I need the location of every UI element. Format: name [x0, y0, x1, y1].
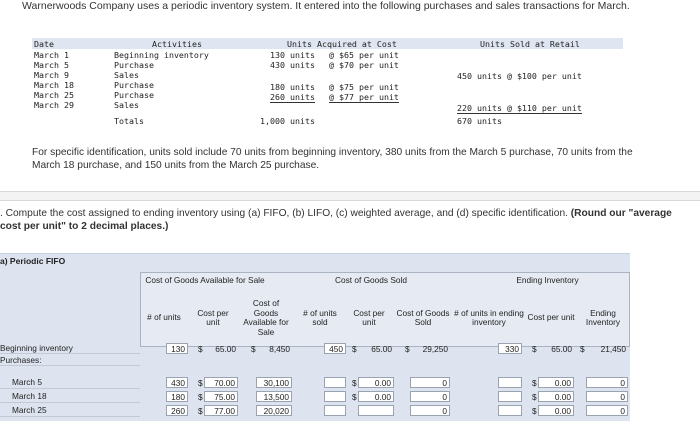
col-sold-header: Units Sold at Retail — [480, 39, 580, 49]
purchase-ending-input[interactable]: 0 — [586, 405, 628, 416]
col-cost-per-unit-sold-header: Cost per unit — [353, 307, 385, 327]
row-activity: Sales — [114, 100, 139, 110]
col-units-sold-header: # of units sold — [303, 307, 337, 327]
col-activities-header: Activities — [152, 39, 202, 49]
section-separator — [0, 191, 700, 201]
total-sold: 670 units — [457, 116, 502, 126]
beginning-cogs: 29,250 — [422, 343, 448, 354]
row-date: March 1 — [34, 50, 69, 60]
purchase-cogs-input[interactable]: 0 — [410, 405, 450, 416]
row-activity: Purchase — [114, 80, 154, 90]
row-divider — [0, 416, 140, 417]
purchase-ending-input[interactable]: 0 — [586, 391, 628, 402]
transactions-table — [32, 38, 623, 130]
row-acq-units: 260 units — [270, 92, 315, 102]
beginning-cost-per-unit: 65.00 — [215, 343, 236, 354]
purchase-units-sold-input[interactable] — [324, 391, 346, 402]
row-sold: 450 units @ $100 per unit — [457, 71, 582, 81]
row-acq-cost: @ $70 per unit — [329, 60, 399, 70]
group-ending-header: Ending Inventory — [516, 275, 579, 286]
dollar-sign: $ — [198, 343, 203, 354]
row-date: March 29 — [34, 100, 74, 110]
dollar-sign: $ — [352, 377, 357, 388]
col-cost-available-header: Cost of Goods Available for Sale — [243, 298, 289, 337]
purchase-units-input[interactable]: 260 — [166, 405, 188, 416]
problem-intro: Warnerwoods Company uses a periodic inventory system. It entered into the following purchases and sales transactions for March. — [22, 0, 630, 12]
col-cost-per-unit-ending-header: Cost per unit — [527, 312, 575, 323]
row-label-purchases: Purchases: — [0, 355, 42, 365]
row-date: March 18 — [34, 80, 74, 90]
row-label-purchase: March 5 — [12, 377, 42, 387]
row-acq-cost: @ $65 per unit — [329, 50, 399, 60]
dollar-sign: $ — [532, 391, 537, 402]
col-units-header: # of units — [147, 312, 181, 323]
group-available-header: Cost of Goods Available for Sale — [145, 275, 265, 286]
row-divider — [0, 388, 140, 389]
purchase-cost-per-unit-input[interactable]: 75.00 — [204, 391, 238, 402]
fifo-panel — [0, 253, 630, 421]
totals-label: Totals — [114, 116, 144, 126]
purchase-cogs-input[interactable]: 0 — [410, 377, 450, 388]
row-date: March 5 — [34, 60, 69, 70]
col-ending-header: Ending Inventory — [585, 307, 621, 327]
question-text — [0, 208, 690, 233]
beginning-ending-inventory: 21,450 — [600, 343, 626, 354]
purchase-units-input[interactable]: 180 — [166, 391, 188, 402]
row-sold: 220 units @ $110 per unit — [457, 103, 582, 113]
question-rounding-note: (Round our "average cost per unit" to 2 decimal places.) — [0, 208, 672, 232]
col-cogs-header: Cost of Goods Sold — [396, 307, 450, 327]
dollar-sign: $ — [198, 391, 203, 402]
beginning-units-sold-input[interactable]: 450 — [324, 343, 346, 354]
purchase-ending-input[interactable]: 0 — [586, 377, 628, 388]
beginning-units-input[interactable]: 130 — [166, 343, 188, 354]
dollar-sign: $ — [198, 377, 203, 388]
dollar-sign: $ — [580, 343, 585, 354]
purchase-cost-per-unit-ending-input[interactable]: 0.00 — [538, 391, 574, 402]
col-units-ending-header: # of units in ending inventory — [454, 307, 524, 327]
purchase-cost-available-input[interactable]: 13,500 — [256, 391, 292, 402]
beginning-cost-per-unit-sold: 65.00 — [371, 343, 392, 354]
purchase-cogs-input[interactable]: 0 — [410, 391, 450, 402]
purchase-cost-per-unit-sold-input[interactable] — [358, 405, 394, 416]
dollar-sign: $ — [352, 343, 357, 354]
row-activity: Sales — [114, 70, 139, 80]
row-label-beginning: Beginning inventory — [0, 343, 73, 353]
total-acquired: 1,000 units — [260, 116, 315, 126]
beginning-units-ending-input[interactable]: 330 — [498, 343, 522, 354]
purchase-units-ending-input[interactable] — [498, 405, 522, 416]
row-activity: Beginning inventory — [114, 50, 209, 60]
question-prefix: . Compute the cost assigned to ending inventory using (a) FIFO, (b) LIFO, (c) weighted average, and (d) specific identification. — [0, 208, 571, 219]
purchase-cost-available-input[interactable]: 20,020 — [256, 405, 292, 416]
dollar-sign: $ — [532, 405, 537, 416]
row-date: March 25 — [34, 90, 74, 100]
purchase-cost-per-unit-sold-input[interactable]: 0.00 — [358, 377, 394, 388]
purchase-units-ending-input[interactable] — [498, 377, 522, 388]
dollar-sign: $ — [251, 343, 256, 354]
row-activity: Purchase — [114, 90, 154, 100]
dollar-sign: $ — [532, 377, 537, 388]
purchase-units-sold-input[interactable] — [324, 405, 346, 416]
row-divider — [0, 365, 140, 366]
row-acq-units: 430 units — [270, 60, 315, 70]
dollar-sign: $ — [352, 391, 357, 402]
beginning-cost-available: 8,450 — [269, 343, 290, 354]
row-date: March 9 — [34, 70, 69, 80]
row-activity: Purchase — [114, 60, 154, 70]
dollar-sign: $ — [532, 343, 537, 354]
row-acq-cost: @ $77 per unit — [329, 92, 399, 102]
purchase-units-ending-input[interactable] — [498, 391, 522, 402]
purchase-cost-per-unit-input[interactable]: 77.00 — [204, 405, 238, 416]
beginning-cost-per-unit-ending: 65.00 — [551, 343, 572, 354]
fifo-section-label: a) Periodic FIFO — [0, 256, 66, 266]
row-label-purchase: March 25 — [12, 405, 47, 415]
row-acq-units: 130 units — [270, 50, 315, 60]
row-divider — [0, 402, 140, 403]
purchase-units-sold-input[interactable] — [324, 377, 346, 388]
dollar-sign: $ — [405, 343, 410, 354]
purchase-cost-per-unit-ending-input[interactable]: 0.00 — [538, 377, 574, 388]
purchase-units-input[interactable]: 430 — [166, 377, 188, 388]
purchase-cost-available-input[interactable]: 30,100 — [256, 377, 292, 388]
col-acquired-header: Units Acquired at Cost — [287, 39, 397, 49]
col-date-header: Date — [34, 39, 54, 49]
dollar-sign: $ — [198, 405, 203, 416]
purchase-cost-per-unit-input[interactable]: 70.00 — [204, 377, 238, 388]
row-acq-units: 180 units — [270, 82, 315, 92]
purchase-cost-per-unit-sold-input[interactable]: 0.00 — [358, 391, 394, 402]
row-acq-cost: @ $75 per unit — [329, 82, 399, 92]
specific-identification-note: For specific identification, units sold include 70 units from beginning inventory, 380 units from the March 5 purchase, 70 units from the March 18 purchase, and 150 units from the March 25 purchase. — [32, 147, 633, 171]
purchase-cost-per-unit-ending-input[interactable]: 0.00 — [538, 405, 574, 416]
row-label-purchase: March 18 — [12, 391, 47, 401]
group-cogs-header: Cost of Goods Sold — [335, 275, 407, 286]
col-cost-per-unit-header: Cost per unit — [197, 307, 229, 327]
